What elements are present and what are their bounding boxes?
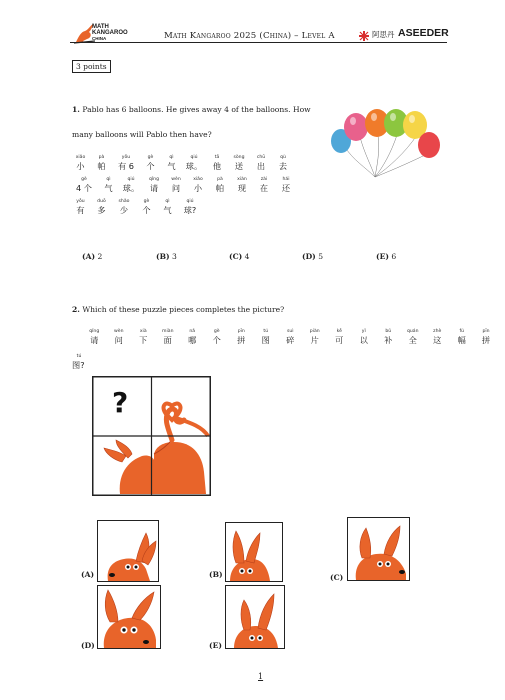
pinyin: qì: [106, 177, 111, 182]
pinyin: pīn: [237, 329, 245, 334]
pinyin: pīn: [482, 329, 490, 334]
choice-value: 4: [244, 252, 250, 261]
choice-c[interactable]: [229, 252, 250, 261]
pinyin: gè: [81, 177, 87, 182]
pinyin: duō: [97, 199, 106, 204]
pinyin: sòng: [233, 155, 245, 160]
chinese-char: 以: [359, 335, 368, 345]
q2-row-1-chars: [82, 335, 482, 346]
choice-value: 5: [318, 252, 324, 261]
pinyin: hái: [282, 177, 290, 182]
chinese-char: 个: [146, 161, 155, 171]
chinese-char: 去: [278, 161, 288, 171]
pinyin: qǐng: [148, 177, 160, 182]
chinese-char: 补: [384, 335, 393, 345]
chinese-char: 球。: [185, 161, 203, 171]
pinyin: xià: [139, 329, 147, 334]
chinese-char: 请: [149, 183, 159, 193]
pinyin: wèn: [114, 329, 124, 334]
chinese-char: 拼: [481, 335, 491, 345]
page-title: Math Kangaroo 2025 (China) – Level A: [164, 31, 335, 41]
pinyin: quán: [406, 329, 419, 334]
balloons-illustration: [325, 105, 450, 185]
q1-row-2-chars: [70, 183, 310, 194]
chinese-char: 问: [171, 183, 181, 193]
choice-value: 3: [172, 252, 177, 261]
puzzle-picture: [92, 376, 211, 496]
partner-name-chinese: 阿思丹: [372, 30, 395, 39]
question-2-text: Which of these puzzle pieces completes the picture?: [82, 305, 285, 314]
chinese-char: 拼: [237, 335, 246, 345]
option-b-label: (B): [209, 570, 223, 579]
pinyin: fú: [459, 329, 465, 334]
logo-line-2: KANGAROO: [92, 30, 128, 36]
question-1-number: 1.: [72, 105, 80, 114]
pinyin: qù: [280, 155, 286, 160]
pinyin: zhè: [433, 329, 442, 334]
pinyin: pà: [98, 155, 105, 160]
header: [0, 0, 505, 50]
pinyin: chū: [256, 155, 266, 160]
choice-label: (C): [229, 252, 243, 261]
pinyin: gè: [213, 329, 220, 334]
choice-a[interactable]: [82, 252, 102, 261]
pinyin: qiú: [190, 155, 198, 160]
pinyin: kě: [336, 329, 342, 334]
pinyin: qiú: [186, 199, 194, 204]
chinese-char: 气: [104, 183, 113, 193]
pinyin: miàn: [162, 329, 174, 334]
chinese-char: 现: [237, 183, 247, 193]
chinese-char: 下: [139, 335, 148, 345]
chinese-char: 在: [259, 183, 269, 193]
pinyin: tā: [214, 155, 220, 160]
chinese-char: 哪: [188, 335, 197, 345]
option-a-label: (A): [81, 570, 95, 579]
q1-row-3-chars: [70, 205, 310, 216]
chinese-char: 面: [163, 335, 172, 345]
pinyin: yǒu: [121, 155, 131, 160]
chinese-char: 4 个: [76, 183, 92, 193]
pinyin: pà: [217, 177, 223, 182]
chinese-char: 幅: [457, 335, 466, 345]
aseeder-logo-icon: [358, 27, 370, 39]
chinese-char: 片: [310, 335, 319, 345]
question-2-line: [72, 305, 284, 315]
pinyin: wèn: [171, 177, 181, 182]
chinese-char: 这: [433, 335, 442, 345]
chinese-char: 送: [234, 161, 244, 171]
choice-label: (A): [82, 252, 96, 261]
q1-row-3: [70, 199, 310, 216]
option-c-label: (C): [330, 573, 344, 582]
chinese-char: 可: [335, 335, 344, 345]
chinese-char: 他: [212, 161, 222, 171]
logo-line-3: CHINA: [92, 36, 107, 41]
chinese-char: 帕: [97, 161, 106, 171]
pinyin: gè: [143, 199, 150, 204]
q2-row-1-last: [474, 329, 498, 346]
pinyin: tú: [263, 329, 269, 334]
logo-wordmark: [92, 24, 128, 42]
question-mark: ?: [112, 386, 129, 419]
option-a-piece[interactable]: [97, 520, 159, 582]
option-d-label: (D): [81, 641, 95, 650]
choice-label: (D): [302, 252, 316, 261]
pinyin: piàn: [309, 329, 320, 334]
pinyin: xiǎo: [75, 155, 86, 160]
chinese-char: 帕: [215, 183, 225, 193]
choice-value: 2: [97, 252, 103, 261]
partner-name: ASEEDER: [398, 27, 449, 39]
choice-label: (E): [376, 252, 389, 261]
pinyin: qì: [165, 199, 170, 204]
header-divider: [70, 42, 447, 43]
chinese-char: 个: [142, 205, 151, 215]
points-badge: 3 points: [72, 60, 111, 73]
logo-line-1: MATH: [92, 24, 109, 30]
pinyin: xiǎo: [193, 177, 203, 182]
pinyin: qǐng: [89, 329, 100, 334]
chinese-char: 小: [193, 183, 203, 193]
pinyin: gè: [147, 155, 154, 160]
pinyin: qì: [169, 155, 174, 160]
chinese-char: 请: [90, 335, 99, 345]
pinyin: xiàn: [237, 177, 247, 182]
choice-d[interactable]: [302, 252, 323, 261]
chinese-char: 有 6: [118, 161, 134, 171]
pinyin: tú: [76, 354, 82, 359]
chinese-char: 个: [212, 335, 221, 345]
option-e-piece[interactable]: [225, 585, 285, 649]
choice-b[interactable]: [156, 252, 177, 261]
chinese-char: 多: [97, 205, 106, 215]
chinese-char: 碎: [286, 335, 295, 345]
option-b-piece[interactable]: [225, 522, 283, 582]
chinese-char: 球?: [183, 205, 197, 215]
question-1-line-1: [72, 105, 311, 115]
pinyin: qiú: [127, 177, 135, 182]
q1-row-1: [70, 155, 310, 172]
chinese-char: 全: [408, 335, 417, 345]
chinese-char: 气: [163, 205, 172, 215]
chinese-char: 图?: [72, 360, 85, 370]
q1-row-1-chars: [70, 161, 310, 172]
chinese-char: 图: [261, 335, 270, 345]
page-number: 1: [258, 672, 264, 681]
chinese-char: 有: [76, 205, 85, 215]
chinese-char: 出: [256, 161, 266, 171]
choice-label: (B): [156, 252, 170, 261]
option-d-piece[interactable]: [97, 585, 161, 649]
question-2-chinese: [82, 329, 482, 346]
chinese-char: 球。: [122, 183, 140, 193]
chinese-char: 还: [281, 183, 291, 193]
choice-value: 6: [391, 252, 397, 261]
q2-row-2: [72, 354, 88, 371]
question-1-text: Pablo has 6 balloons. He gives away 4 of the balloons. How: [82, 105, 311, 114]
option-c-piece[interactable]: [347, 517, 410, 581]
choice-e[interactable]: [376, 252, 396, 261]
chinese-char: 少: [119, 205, 129, 215]
question-1-line-2: many balloons will Pablo then have?: [72, 130, 212, 139]
question-1-chinese: [70, 155, 310, 216]
chinese-char: 气: [167, 161, 176, 171]
q1-row-2: [70, 177, 310, 194]
option-e-label: (E): [209, 641, 222, 650]
pinyin: yǐ: [361, 329, 366, 334]
pinyin: suì: [286, 329, 294, 334]
pinyin: bǔ: [385, 329, 392, 334]
chinese-char: 小: [76, 161, 85, 171]
pinyin: yǒu: [76, 199, 85, 204]
pinyin: shǎo: [118, 199, 130, 204]
pinyin: zài: [260, 177, 268, 182]
chinese-char: 问: [114, 335, 123, 345]
pinyin: nǎ: [189, 329, 196, 334]
question-2-number: 2.: [72, 305, 80, 314]
